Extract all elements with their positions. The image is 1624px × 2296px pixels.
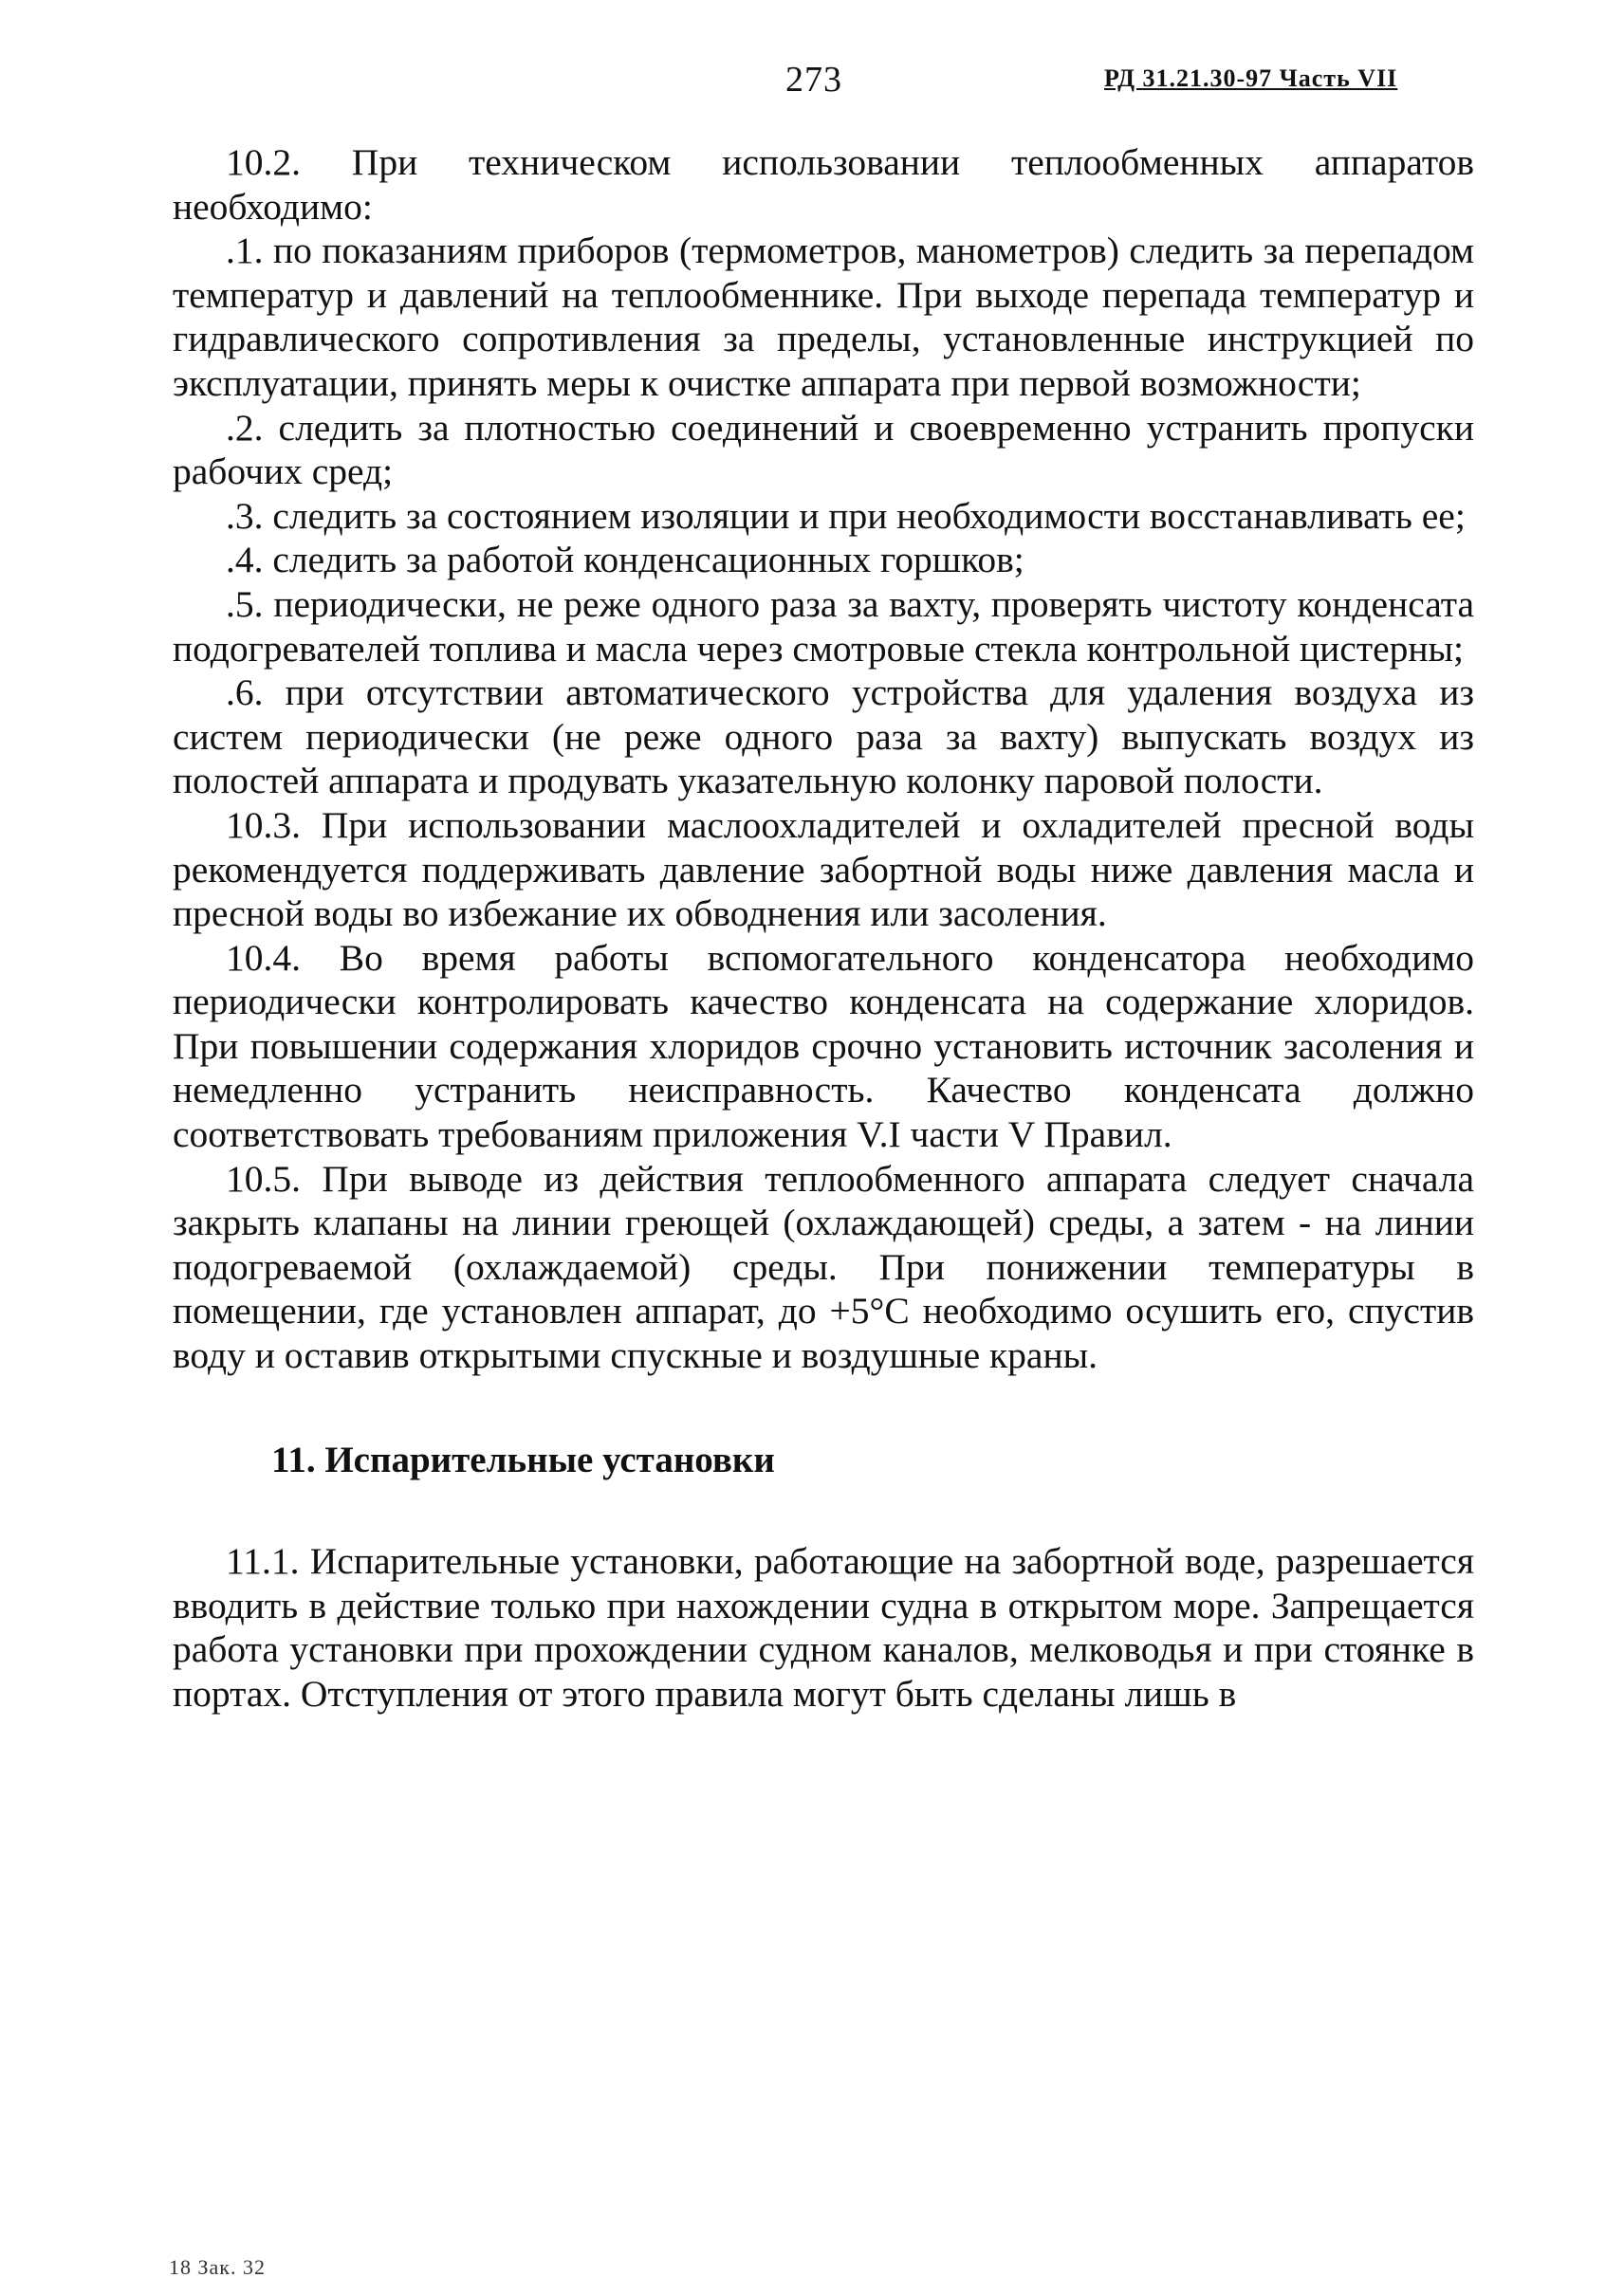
paragraph-10-2-6: .6. при отсутствии автоматического устройства для удаления воздуха из систем периодически (не реже одного раза за вахту) выпускать воздух из полостей аппарата и продувать указательную колонку паровой полости. bbox=[173, 671, 1474, 802]
page-number: 273 bbox=[785, 60, 842, 100]
section-heading: 11. Испарительные установки bbox=[271, 1439, 775, 1480]
paragraph-11-1: 11.1. Испарительные установки, работающие на забортной воде, разрешается вводить в действие только при нахождении судна в открытом море. Запрещается работа установки при прохождении судном каналов, мелководья и при стоянке в портах. Отступления от этого правила могут быть сделаны лишь в bbox=[173, 1540, 1474, 1715]
document-body bbox=[173, 140, 1474, 1717]
paragraph-10-4: 10.4. Во время работы вспомогательного конденсатора необходимо периодически контролировать качество конденсата на содержание хлоридов. При повышении содержания хлоридов срочно установить источник засоления и немедленно устранить неисправность. Качество конденсата должно соответствовать требованиям приложения V.I части V Правил. bbox=[173, 936, 1474, 1156]
paragraph-10-2-5: .5. периодически, не реже одного раза за вахту, проверять чистоту конденсата подогревателей топлива и масла через смотровые стекла контрольной цистерны; bbox=[173, 582, 1474, 670]
paragraph-10-2-3: .3. следить за состоянием изоляции и при необходимости восстанавливать ее; bbox=[226, 494, 1466, 537]
paragraph-10-2: 10.2. При техническом использовании теплообменных аппаратов необходимо: bbox=[173, 141, 1474, 228]
paragraph-10-3: 10.3. При использовании маслоохладителей и охладителей пресной воды рекомендуется поддерживать давление забортной воды ниже давления масла и пресной воды во избежание их обводнения или засоления. bbox=[173, 803, 1474, 935]
paragraph-10-5: 10.5. При выводе из действия теплообменного аппарата следует сначала закрыть клапаны на линии греющей (охлаждающей) среды, а затем - на линии подогреваемой (охлаждаемой) среды. При понижении температуры в помещении, где установлен аппарат, до +5°C необходимо осушить его, спустив воду и оставив открытыми спускные и воздушные краны. bbox=[173, 1157, 1474, 1377]
paragraph-10-2-4: .4. следить за работой конденсационных горшков; bbox=[226, 539, 1024, 581]
document-code: РД 31.21.30-97 Часть VII bbox=[1104, 64, 1398, 92]
paragraph-10-2-2: .2. следить за плотностью соединений и своевременно устранить пропуски рабочих сред; bbox=[173, 406, 1474, 493]
paragraph-10-2-1: .1. по показаниям приборов (термометров, манометров) следить за перепадом температур и давлений на теплообменнике. При выходе перепада температур и гидравлического сопротивления за пределы, установленные инструкцией по эксплуатации, принять меры к очистке аппарата при первой возможности; bbox=[173, 230, 1474, 404]
page-header bbox=[0, 59, 1624, 106]
footer-note: 18 Зак. 32 bbox=[169, 2255, 266, 2279]
